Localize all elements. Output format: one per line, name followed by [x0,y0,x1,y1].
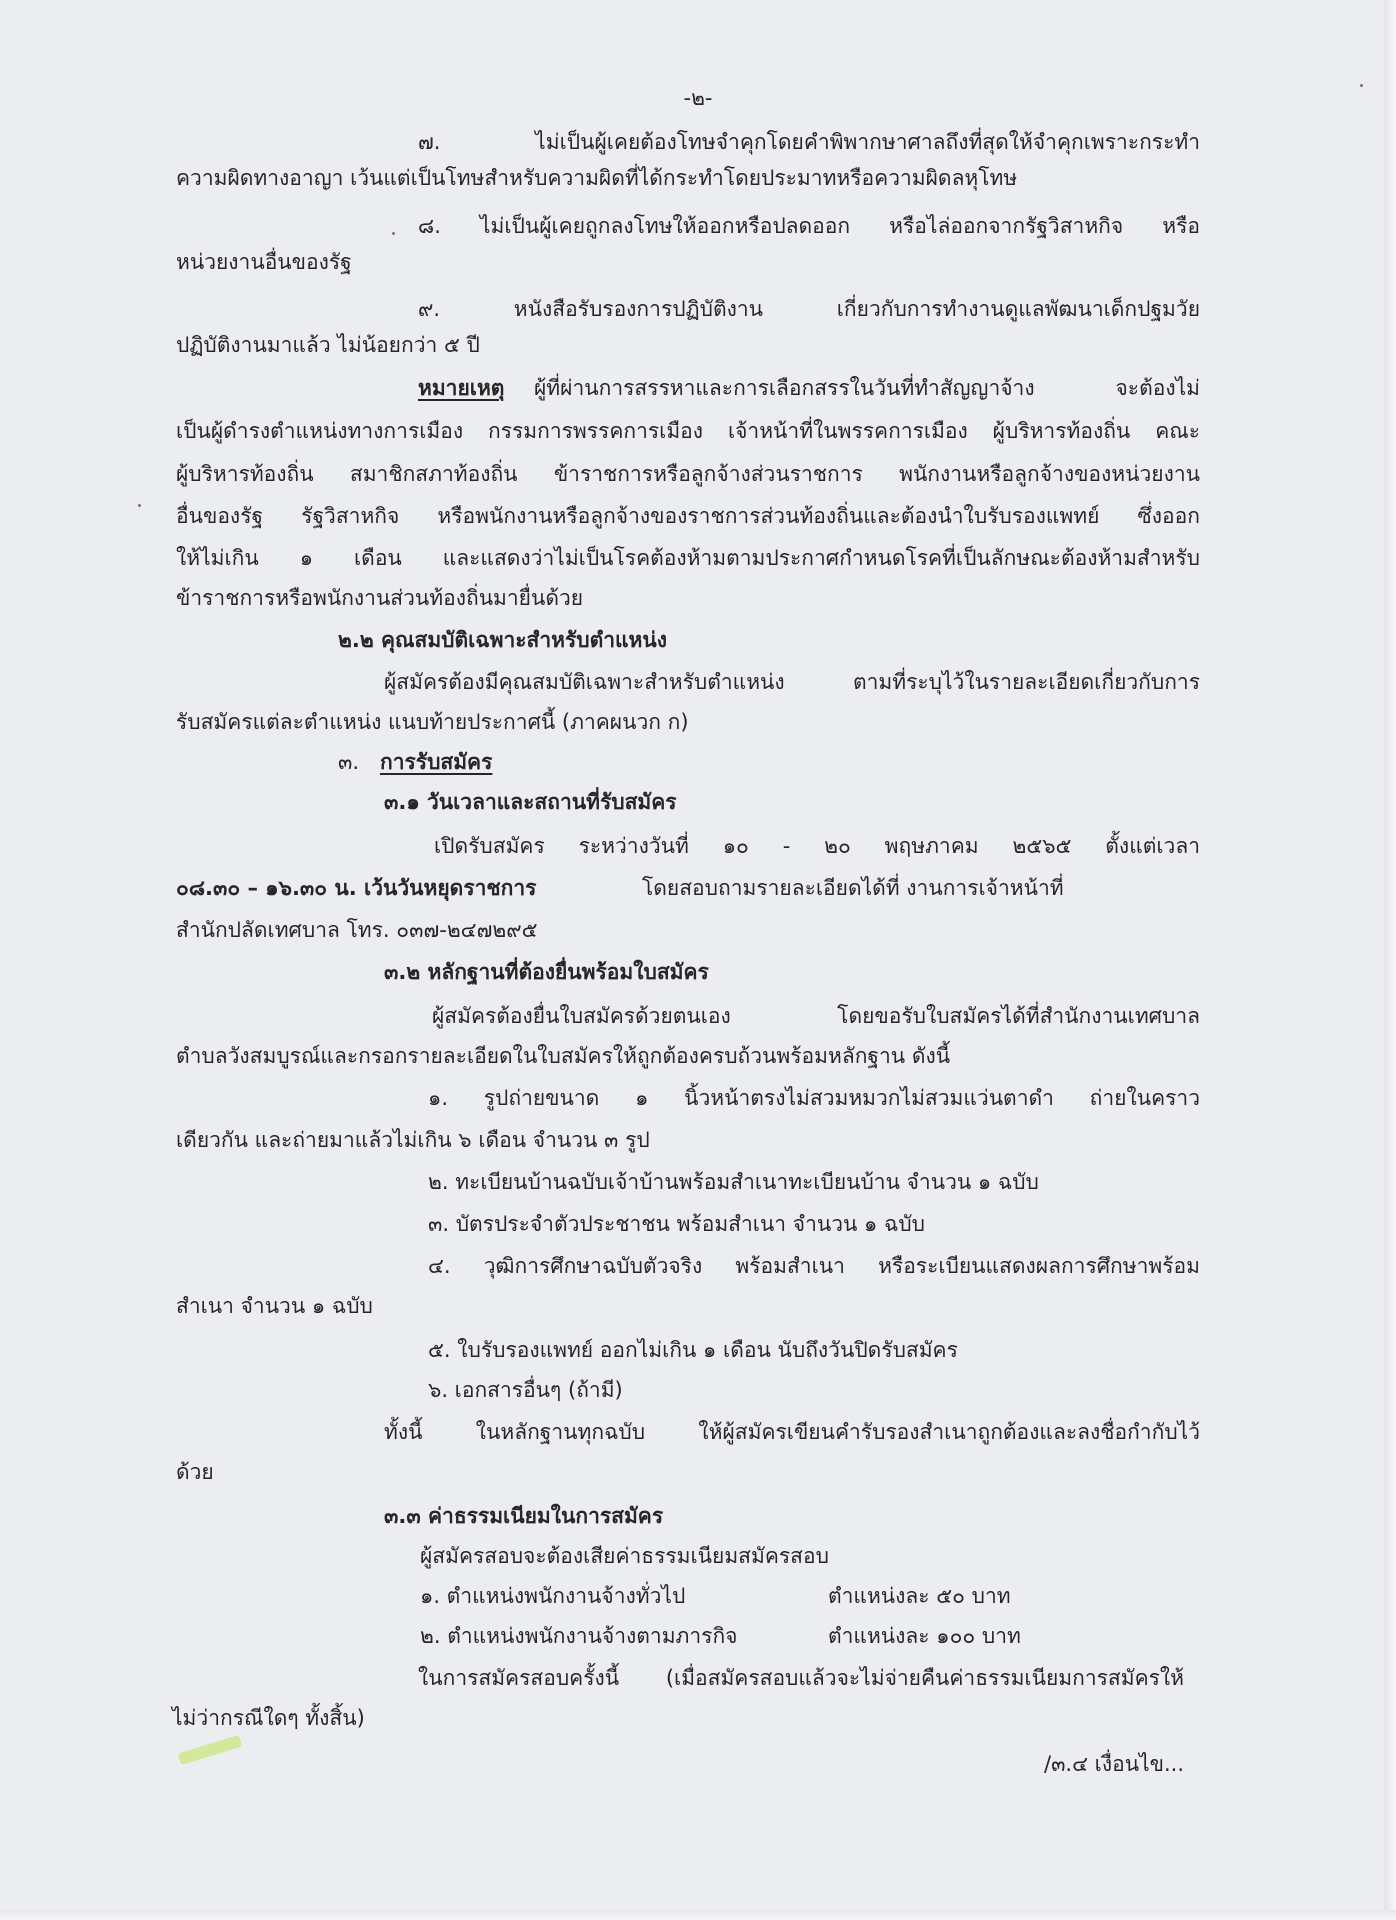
text-line: ข้าราชการหรือพนักงานส่วนท้องถิ่นมายื่นด้วย [176,586,584,610]
text-line: ในการสมัครสอบครั้งนี้ (เมื่อสมัครสอบแล้วจะไม่จ่ายคืนค่าธรรมเนียมการสมัครให้ [418,1666,1184,1690]
text-line: ๓. บัตรประจำตัวประชาชน พร้อมสำเนา จำนวน ๑ ฉบับ [428,1212,926,1236]
section-heading: ๓.๑ วันเวลาและสถานที่รับสมัคร [384,790,677,814]
text-line: หน่วยงานอื่นของรัฐ [176,250,352,274]
text-line: ตำบลวังสมบูรณ์และกรอกรายละเอียดในใบสมัครให้ถูกต้องครบถ้วนพร้อมหลักฐาน ดังนี้ [176,1044,951,1068]
text-line: ผู้สมัครต้องมีคุณสมบัติเฉพาะสำหรับตำแหน่ง ตามที่ระบุไว้ในรายละเอียดเกี่ยวกับการ [384,670,1200,694]
text-line: ๗. ไม่เป็นผู้เคยต้องโทษจำคุกโดยคำพิพากษาศาลถึงที่สุดให้จำคุกเพราะกระทำ [418,130,1200,154]
text-line: ผู้ที่ผ่านการสรรหาและการเลือกสรรในวันที่ทำสัญญาจ้าง จะต้องไม่ [534,376,1200,400]
text-line: เดียวกัน และถ่ายมาแล้วไม่เกิน ๖ เดือน จำนวน ๓ รูป [176,1128,650,1152]
text-line: ให้ไม่เกิน ๑ เดือน และแสดงว่าไม่เป็นโรคต้องห้ามตามประกาศกำหนดโรคที่เป็นลักษณะต้องห้ามสำหรับ [176,546,1200,570]
text-line: เป็นผู้ดำรงตำแหน่งทางการเมือง กรรมการพรรคการเมือง เจ้าหน้าที่ในพรรคการเมือง ผู้บริหารท้องถิ่น คณะ [176,419,1200,443]
fee-amount: ตำแหน่งละ ๑๐๐ บาท [828,1624,1021,1648]
text-line: ด้วย [176,1460,214,1484]
text-line: ๑. รูปถ่ายขนาด ๑ นิ้วหน้าตรงไม่สวมหมวกไม่สวมแว่นตาดำ ถ่ายในคราว [428,1086,1200,1110]
section-heading: ๓.๒ หลักฐานที่ต้องยื่นพร้อมใบสมัคร [384,960,709,984]
page-number: -๒- [683,86,713,110]
text-line: ๙. หนังสือรับรองการปฏิบัติงาน เกี่ยวกับการทำงานดูแลพัฒนาเด็กปฐมวัย [418,297,1200,321]
text-line: อื่นของรัฐ รัฐวิสาหกิจ หรือพนักงานหรือลูกจ้างของราชการส่วนท้องถิ่นและต้องนำใบรับรองแพทย์ ซึ่งออก [176,504,1200,528]
section-heading: ๓.๓ ค่าธรรมเนียมในการสมัคร [384,1504,664,1528]
text-line: ๘. ไม่เป็นผู้เคยถูกลงโทษให้ออกหรือปลดออก หรือไล่ออกจากรัฐวิสาหกิจ หรือ [418,214,1200,238]
continuation-note: /๓.๔ เงื่อนไข... [1044,1752,1185,1776]
text-line: ๕. ใบรับรองแพทย์ ออกไม่เกิน ๑ เดือน นับถึงวันปิดรับสมัคร [428,1338,958,1362]
text-line: เปิดรับสมัคร ระหว่างวันที่ ๑๐ - ๒๐ พฤษภาคม ๒๕๖๕ ตั้งแต่เวลา [434,834,1200,858]
text-line: ๒. ทะเบียนบ้านฉบับเจ้าบ้านพร้อมสำเนาทะเบียนบ้าน จำนวน ๑ ฉบับ [428,1170,1039,1194]
text-line: รับสมัครแต่ละตำแหน่ง แนบท้ายประกาศนี้ (ภาคผนวก ก) [176,710,689,734]
section-heading: การรับสมัคร [380,750,493,774]
section-heading: ๒.๒ คุณสมบัติเฉพาะสำหรับตำแหน่ง [338,628,668,652]
fee-item: ๒. ตำแหน่งพนักงานจ้างตามภารกิจ [420,1624,738,1648]
fee-amount: ตำแหน่งละ ๕๐ บาท [828,1584,1011,1608]
text-line: ปฏิบัติงานมาแล้ว ไม่น้อยกว่า ๕ ปี [176,333,480,357]
text-line: โดยสอบถามรายละเอียดได้ที่ งานการเจ้าหน้าที่ [642,876,1064,900]
section-number: ๓. [338,750,360,774]
text-line: สำเนา จำนวน ๑ ฉบับ [176,1294,373,1318]
text-line: ไม่ว่ากรณีใดๆ ทั้งสิ้น) [172,1706,365,1730]
text-line: ผู้สมัครต้องยื่นใบสมัครด้วยตนเอง โดยขอรับใบสมัครได้ที่สำนักงานเทศบาล [432,1004,1200,1028]
text-line: ทั้งนี้ ในหลักฐานทุกฉบับ ให้ผู้สมัครเขียนคำรับรองสำเนาถูกต้องและลงชื่อกำกับไว้ [384,1420,1200,1444]
text-line: ผู้สมัครสอบจะต้องเสียค่าธรรมเนียมสมัครสอบ [420,1544,829,1568]
note-label: หมายเหตุ [418,376,505,400]
text-line: ความผิดทางอาญา เว้นแต่เป็นโทษสำหรับความผิดที่ได้กระทำโดยประมาทหรือความผิดลหุโทษ [176,166,1018,190]
text-line: สำนักปลัดเทศบาล โทร. ๐๓๗-๒๔๗๒๙๕ [176,918,538,942]
fee-item: ๑. ตำแหน่งพนักงานจ้างทั่วไป [420,1584,686,1608]
text-line: ๔. วุฒิการศึกษาฉบับตัวจริง พร้อมสำเนา หรือระเบียนแสดงผลการศึกษาพร้อม [428,1254,1200,1278]
text-line: ๖. เอกสารอื่นๆ (ถ้ามี) [428,1378,623,1402]
text-line: ผู้บริหารท้องถิ่น สมาชิกสภาท้องถิ่น ข้าราชการหรือลูกจ้างส่วนราชการ พนักงานหรือลูกจ้างของหน่วยงาน [176,462,1200,486]
text-line-bold: ๐๘.๓๐ – ๑๖.๓๐ น. เว้นวันหยุดราชการ [176,876,537,900]
